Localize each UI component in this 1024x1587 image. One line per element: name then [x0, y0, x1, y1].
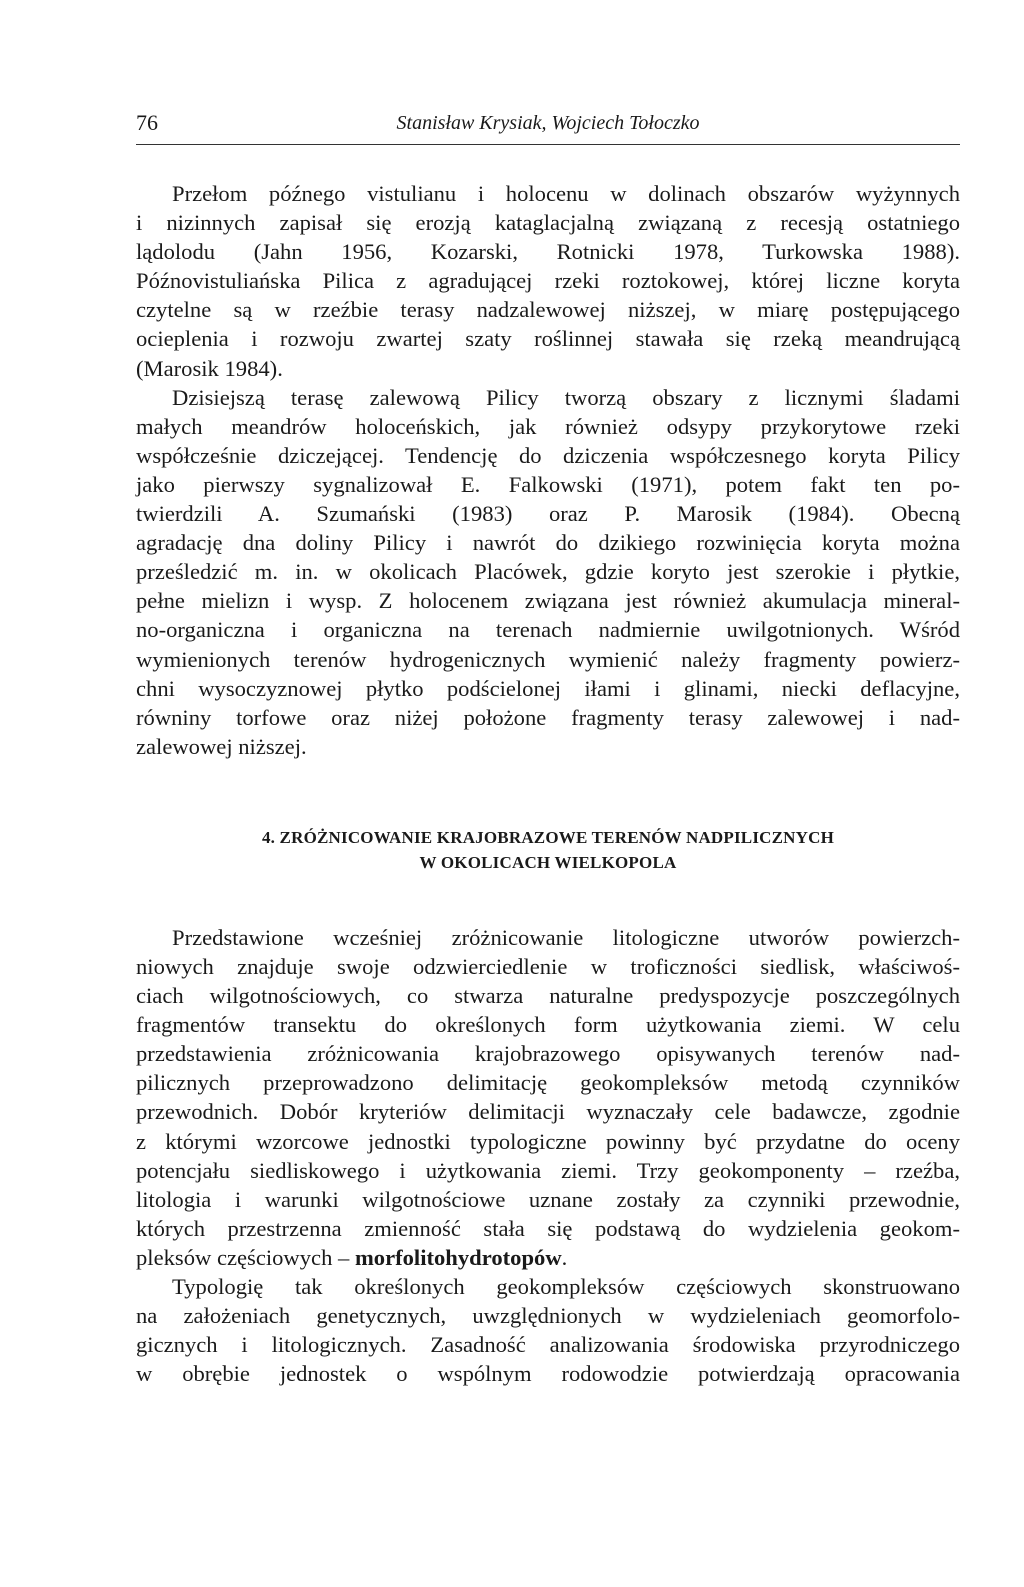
text-line: twierdzili A. Szumański (1983) oraz P. Marosik (1984). Obecną — [136, 501, 960, 527]
text-line: agradację dna doliny Pilicy i nawrót do dzikiego rozwinięcia koryta można — [136, 530, 960, 556]
text-line — [136, 1243, 960, 1272]
text-line: których przestrzenna zmienność stała się podstawą do wydzielenia geokom- — [136, 1215, 960, 1241]
text-line: fragmentów transektu do określonych form użytkowania ziemi. W celu — [136, 1012, 960, 1038]
text-line: współcześnie dziczejącej. Tendencję do dziczenia współczesnego koryta Pilicy — [136, 442, 960, 468]
section-heading — [136, 825, 960, 875]
text-line: Późnovistuliańska Pilica z agradującej rzeki roztokowej, której liczne koryta — [136, 268, 960, 294]
text-line: zalewowej niższej. — [136, 733, 307, 759]
text-line: ciach wilgotnościowych, co stwarza naturalne predyspozycje poszczególnych — [136, 983, 960, 1009]
text-line: małych meandrów holoceńskich, jak również odsypy przykorytowe rzeki — [136, 413, 960, 439]
text-line: przewodnich. Dobór kryteriów delimitacji wyznaczały cele badawcze, zgodnie — [136, 1099, 960, 1125]
text-line: niowych znajduje swoje odzwierciedlenie w troficzności siedlisk, właściwoś- — [136, 953, 960, 979]
text-line: potencjału siedliskowego i użytkowania ziemi. Trzy geokomponenty – rzeźba, — [136, 1157, 960, 1183]
text-line-lead: pleksów częściowych – — [136, 1244, 355, 1270]
section-heading-line-1: 4. ZRÓŻNICOWANIE KRAJOBRAZOWE TERENÓW NADPILICZNYCH — [261, 827, 835, 847]
text-line: litologia i warunki wilgotnościowe uznane zostały za czynniki przewodnie, — [136, 1186, 960, 1212]
text-line: Typologię tak określonych geokompleksów częściowych skonstruowano — [172, 1274, 960, 1299]
text-line: ocieplenia i rozwoju zwartej szaty roślinnej stawała się rzeką meandrującą — [136, 326, 960, 352]
text-line: z którymi wzorcowe jednostki typologiczne powinny być przydatne do oceny — [136, 1128, 960, 1154]
text-line-end: . — [561, 1244, 568, 1270]
section-heading-line-2: W OKOLICACH WIELKOPOLA — [419, 852, 677, 872]
text-line: na założeniach genetycznych, uwzględnionych w wydzieleniach geomorfolo- — [136, 1303, 960, 1329]
text-line: no-organiczna i organiczna na terenach nadmiernie uwilgotnionych. Wśród — [136, 617, 960, 643]
text-line: Przełom późnego vistulianu i holocenu w dolinach obszarów wyżynnych — [172, 181, 960, 206]
page-number: 76 — [136, 110, 158, 135]
text-line: gicznych i litologicznych. Zasadność analizowania środowiska przyrodniczego — [136, 1332, 960, 1358]
text-line: pilicznych przeprowadzono delimitację geokompleksów metodą czynników — [136, 1070, 960, 1096]
document-page — [136, 108, 960, 1388]
text-line: w obrębie jednostek o wspólnym rodowodzie potwierdzają opracowania — [136, 1361, 960, 1387]
text-line: pełne mielizn i wysp. Z holocenem związana jest również akumulacja mineral- — [136, 588, 960, 614]
text-line: jako pierwszy sygnalizował E. Falkowski (1971), potem fakt ten po- — [136, 471, 960, 497]
running-header — [136, 108, 960, 145]
text-line: chni wysoczyznowej płytko podścielonej iłami i glinami, niecki deflacyjne, — [136, 675, 960, 701]
text-line: przedstawienia zróżnicowania krajobrazowego opisywanych terenów nad- — [136, 1041, 960, 1067]
text-line: czytelne są w rzeźbie terasy nadzalewowej niższej, w miarę postępującego — [136, 297, 960, 323]
text-line: lądolodu (Jahn 1956, Kozarski, Rotnicki 1978, Turkowska 1988). — [136, 239, 960, 265]
text-line: Dzisiejszą terasę zalewową Pilicy tworzą obszary z licznymi śladami — [172, 384, 960, 410]
text-line: prześledzić m. in. w okolicach Placówek, gdzie koryto jest szerokie i płytkie, — [136, 559, 960, 585]
text-line: wymienionych terenów hydrogenicznych wymienić należy fragmenty powierz- — [136, 646, 960, 672]
text-line: i nizinnych zapisał się erozją kataglacjalną związaną z recesją ostatniego — [136, 210, 960, 236]
running-title: Stanisław Krysiak, Wojciech Tołoczko — [396, 112, 700, 134]
emphasized-term: morfolitohydrotopów — [354, 1244, 562, 1270]
body-text-bottom — [136, 923, 960, 1389]
body-text-top — [136, 179, 960, 761]
text-line: (Marosik 1984). — [136, 355, 283, 381]
text-line: równiny torfowe oraz niżej położone fragmenty terasy zalewowej i nad- — [136, 704, 960, 730]
text-line: Przedstawione wcześniej zróżnicowanie litologiczne utworów powierzch- — [172, 924, 960, 950]
